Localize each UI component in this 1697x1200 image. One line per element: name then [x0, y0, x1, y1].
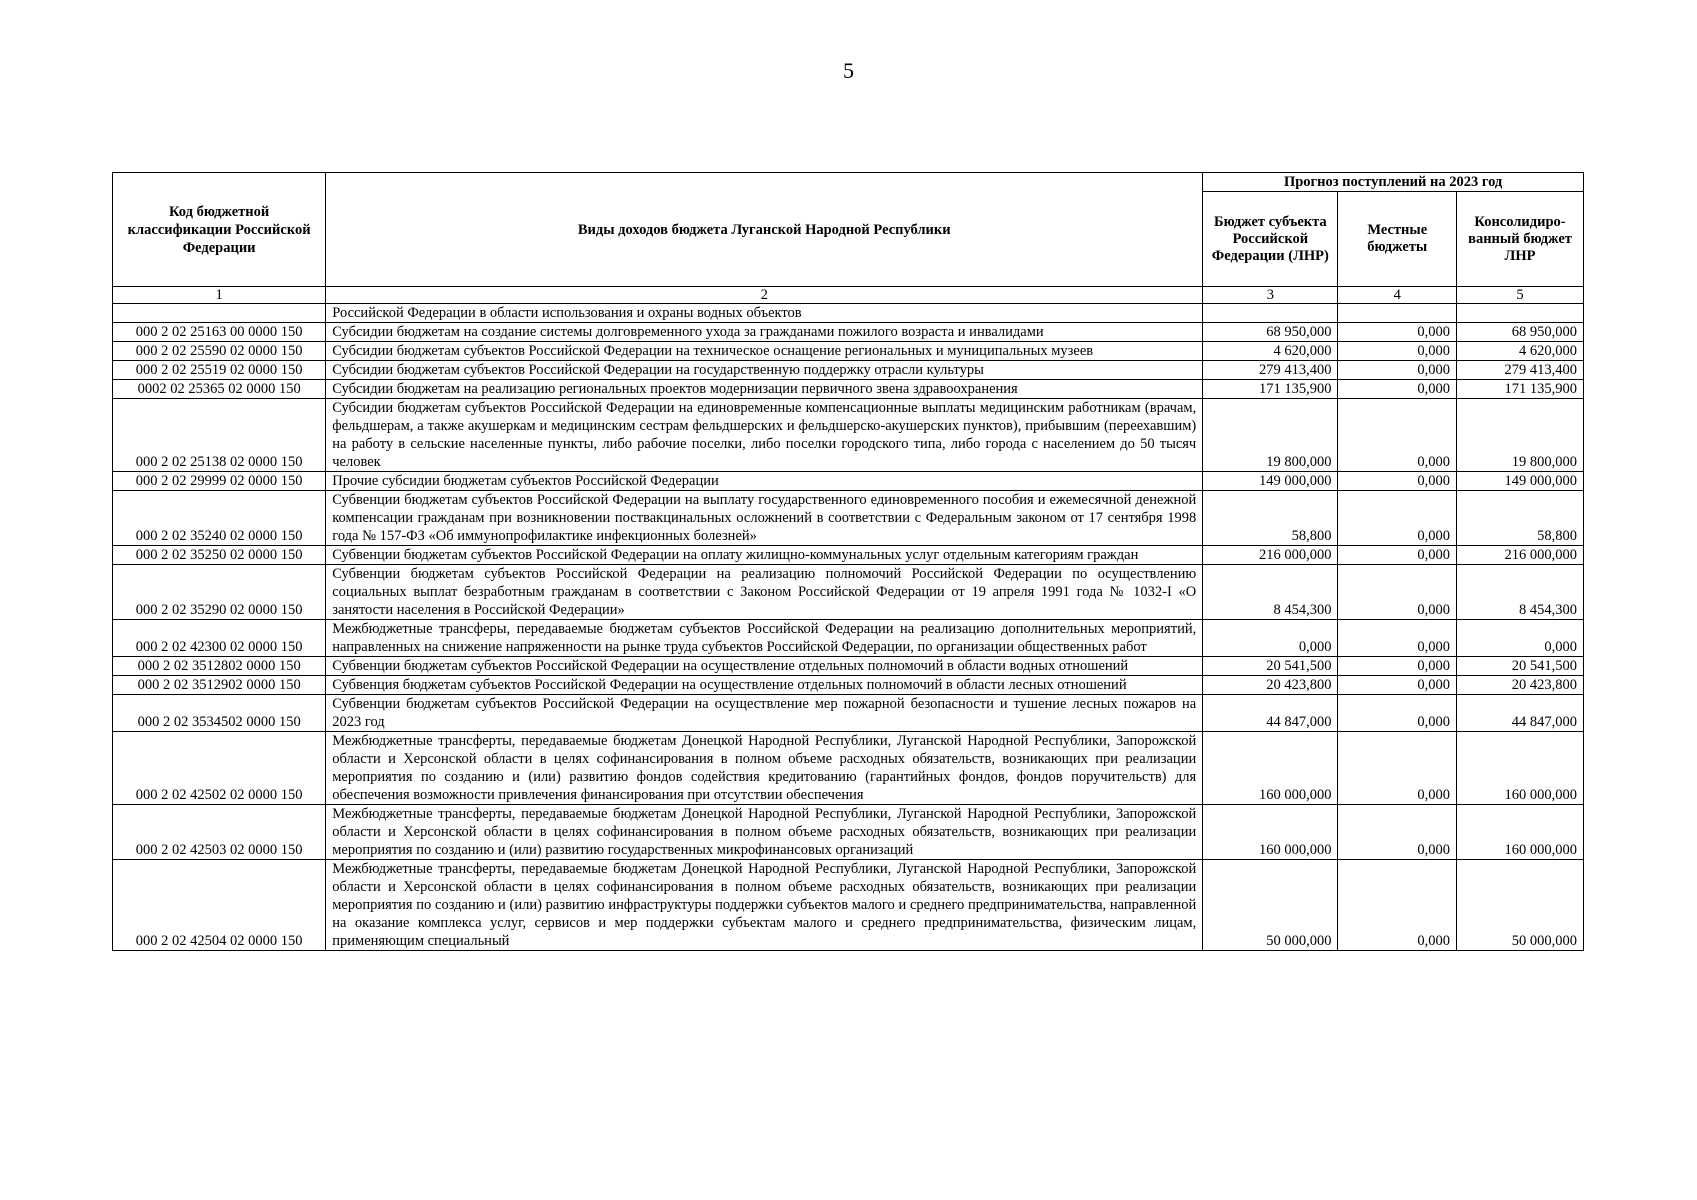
subject-budget-value: 160 000,000: [1203, 732, 1338, 805]
subject-budget-value: 160 000,000: [1203, 805, 1338, 860]
subject-budget-value: 20 541,500: [1203, 657, 1338, 676]
table-row: [113, 620, 1584, 657]
consolidated-budget-value: 68 950,000: [1457, 323, 1584, 342]
budget-code-cell: 000 2 02 3512902 0000 150: [113, 676, 326, 695]
subject-budget-value: 149 000,000: [1203, 472, 1338, 491]
budget-code-cell: 000 2 02 42300 02 0000 150: [113, 620, 326, 657]
local-budget-value: 0,000: [1338, 805, 1457, 860]
header-code: Код бюджетной классификации Российской Федерации: [113, 173, 326, 287]
local-budget-value: 0,000: [1338, 361, 1457, 380]
budget-code-cell: 0002 02 25365 02 0000 150: [113, 380, 326, 399]
budget-code-cell: 000 2 02 25163 00 0000 150: [113, 323, 326, 342]
table-row: [113, 695, 1584, 732]
table-row: [113, 732, 1584, 805]
revenue-description-cell: Субвенции бюджетам субъектов Российской Федерации на осуществление мер пожарной безопасности и тушение лесных пожаров на 2023 год: [326, 695, 1203, 732]
revenue-description-cell: Российской Федерации в области использования и охраны водных объектов: [326, 304, 1203, 323]
table-row: [113, 805, 1584, 860]
consolidated-budget-value: 44 847,000: [1457, 695, 1584, 732]
revenue-description-cell: Субвенция бюджетам субъектов Российской Федерации на осуществление отдельных полномочий в области лесных отношений: [326, 676, 1203, 695]
consolidated-budget-value: 149 000,000: [1457, 472, 1584, 491]
column-number: 2: [326, 287, 1203, 304]
table-row: [113, 304, 1584, 323]
consolidated-budget-value: 58,800: [1457, 491, 1584, 546]
local-budget-value: 0,000: [1338, 342, 1457, 361]
table-row: [113, 657, 1584, 676]
header-subject-budget: Бюджет субъекта Российской Федерации (ЛНР): [1203, 192, 1338, 287]
local-budget-value: 0,000: [1338, 491, 1457, 546]
local-budget-value: 0,000: [1338, 676, 1457, 695]
budget-code-cell: 000 2 02 42502 02 0000 150: [113, 732, 326, 805]
consolidated-budget-value: 50 000,000: [1457, 860, 1584, 951]
table-row: [113, 399, 1584, 472]
subject-budget-value: 4 620,000: [1203, 342, 1338, 361]
consolidated-budget-value: 160 000,000: [1457, 732, 1584, 805]
column-number: 3: [1203, 287, 1338, 304]
page-number: 5: [843, 58, 854, 83]
local-budget-value: 0,000: [1338, 546, 1457, 565]
budget-code-cell: 000 2 02 25138 02 0000 150: [113, 399, 326, 472]
budget-code-cell: 000 2 02 3512802 0000 150: [113, 657, 326, 676]
budget-code-cell: 000 2 02 42504 02 0000 150: [113, 860, 326, 951]
subject-budget-value: 279 413,400: [1203, 361, 1338, 380]
table-row: [113, 676, 1584, 695]
revenue-description-cell: Межбюджетные трансферты, передаваемые бюджетам Донецкой Народной Республики, Луганской Народной Республики, Запорожской области и Херсонской области в целях софинансирования в полном объеме расходных обязательств, возникающих при реализации мероприятия по созданию и (или) развитию государственных микрофинансовых организаций: [326, 805, 1203, 860]
consolidated-budget-value: 171 135,900: [1457, 380, 1584, 399]
subject-budget-value: 58,800: [1203, 491, 1338, 546]
local-budget-value: 0,000: [1338, 323, 1457, 342]
local-budget-value: 0,000: [1338, 399, 1457, 472]
budget-code-cell: 000 2 02 35250 02 0000 150: [113, 546, 326, 565]
header-local-budgets: Местные бюджеты: [1338, 192, 1457, 287]
revenue-description-cell: Субсидии бюджетам субъектов Российской Федерации на государственную поддержку отрасли культуры: [326, 361, 1203, 380]
subject-budget-value: 19 800,000: [1203, 399, 1338, 472]
table-row: [113, 342, 1584, 361]
consolidated-budget-value: 279 413,400: [1457, 361, 1584, 380]
column-number: 1: [113, 287, 326, 304]
consolidated-budget-value: 0,000: [1457, 620, 1584, 657]
consolidated-budget-value: [1457, 304, 1584, 323]
consolidated-budget-value: 216 000,000: [1457, 546, 1584, 565]
budget-code-cell: 000 2 02 25519 02 0000 150: [113, 361, 326, 380]
revenue-description-cell: Субвенции бюджетам субъектов Российской Федерации на осуществление отдельных полномочий в области водных отношений: [326, 657, 1203, 676]
header-description: Виды доходов бюджета Луганской Народной Республики: [326, 173, 1203, 287]
revenue-description-cell: Прочие субсидии бюджетам субъектов Российской Федерации: [326, 472, 1203, 491]
budget-code-cell: 000 2 02 29999 02 0000 150: [113, 472, 326, 491]
column-number: 5: [1457, 287, 1584, 304]
local-budget-value: 0,000: [1338, 732, 1457, 805]
revenue-description-cell: Субвенции бюджетам субъектов Российской Федерации на выплату государственного единовременного пособия и ежемесячной денежной компенсации гражданам при возникновении поствакцинальных осложнений в соответствии с Федеральным законом от 17 сентября 1998 года № 157-ФЗ «Об иммунопрофилактике инфекционных болезней»: [326, 491, 1203, 546]
local-budget-value: 0,000: [1338, 565, 1457, 620]
local-budget-value: 0,000: [1338, 860, 1457, 951]
subject-budget-value: [1203, 304, 1338, 323]
table-row: [113, 491, 1584, 546]
budget-code-cell: [113, 304, 326, 323]
subject-budget-value: 216 000,000: [1203, 546, 1338, 565]
local-budget-value: 0,000: [1338, 620, 1457, 657]
local-budget-value: 0,000: [1338, 695, 1457, 732]
revenue-description-cell: Межбюджетные трансферы, передаваемые бюджетам субъектов Российской Федерации на реализацию дополнительных мероприятий, направленных на снижение напряженности на рынке труда субъектов Российской Федерации, по организации общественных работ: [326, 620, 1203, 657]
budget-code-cell: 000 2 02 3534502 0000 150: [113, 695, 326, 732]
consolidated-budget-value: 160 000,000: [1457, 805, 1584, 860]
revenue-description-cell: Межбюджетные трансферты, передаваемые бюджетам Донецкой Народной Республики, Луганской Народной Республики, Запорожской области и Херсонской области в целях софинансирования в полном объеме расходных обязательств, возникающих при реализации мероприятия по созданию и (или) развитию инфраструктуры поддержки субъектов малого и среднего предпринимательства, направленной на оказание комплекса услуг, сервисов и мер поддержки субъектам малого и среднего предпринимательства, физическим лицам, применяющим специальный: [326, 860, 1203, 951]
revenue-description-cell: Субсидии бюджетам на реализацию региональных проектов модернизации первичного звена здравоохранения: [326, 380, 1203, 399]
revenue-description-cell: Субсидии бюджетам субъектов Российской Федерации на единовременные компенсационные выплаты медицинским работникам (врачам, фельдшерам, а также акушеркам и медицинским сестрам фельдшерских и фельдшерско-акушерских пунктов), прибывшим (переехавшим) на работу в сельские населенные пункты, либо рабочие поселки, либо поселки городского типа, либо города с населением до 50 тысяч человек: [326, 399, 1203, 472]
column-numbers-row: [113, 287, 1584, 304]
local-budget-value: 0,000: [1338, 380, 1457, 399]
table-body: [113, 304, 1584, 951]
table-row: [113, 361, 1584, 380]
budget-code-cell: 000 2 02 42503 02 0000 150: [113, 805, 326, 860]
subject-budget-value: 8 454,300: [1203, 565, 1338, 620]
subject-budget-value: 171 135,900: [1203, 380, 1338, 399]
header-consolidated-budget: Консолидиро-ванный бюджет ЛНР: [1457, 192, 1584, 287]
revenue-description-cell: Межбюджетные трансферты, передаваемые бюджетам Донецкой Народной Республики, Луганской Народной Республики, Запорожской области и Херсонской области в целях софинансирования в полном объеме расходных обязательств, возникающих при реализации мероприятия по созданию и (или) развитию фондов содействия кредитованию (гарантийных фондов, фондов поручительств) для обеспечения возможности привлечения финансирования при отсутствии обеспечения: [326, 732, 1203, 805]
table-row: [113, 565, 1584, 620]
budget-code-cell: 000 2 02 35290 02 0000 150: [113, 565, 326, 620]
revenue-description-cell: Субсидии бюджетам на создание системы долговременного ухода за гражданами пожилого возраста и инвалидами: [326, 323, 1203, 342]
consolidated-budget-value: 20 541,500: [1457, 657, 1584, 676]
subject-budget-value: 50 000,000: [1203, 860, 1338, 951]
consolidated-budget-value: 20 423,800: [1457, 676, 1584, 695]
table-row: [113, 323, 1584, 342]
header-forecast-group: Прогноз поступлений на 2023 год: [1203, 173, 1584, 192]
subject-budget-value: 44 847,000: [1203, 695, 1338, 732]
table-row: [113, 472, 1584, 491]
revenue-description-cell: Субвенции бюджетам субъектов Российской Федерации на оплату жилищно-коммунальных услуг отдельным категориям граждан: [326, 546, 1203, 565]
local-budget-value: 0,000: [1338, 657, 1457, 676]
consolidated-budget-value: 8 454,300: [1457, 565, 1584, 620]
column-number: 4: [1338, 287, 1457, 304]
local-budget-value: 0,000: [1338, 472, 1457, 491]
subject-budget-value: 20 423,800: [1203, 676, 1338, 695]
table-row: [113, 380, 1584, 399]
budget-code-cell: 000 2 02 35240 02 0000 150: [113, 491, 326, 546]
table-row: [113, 546, 1584, 565]
budget-revenue-table: [112, 172, 1584, 951]
consolidated-budget-value: 4 620,000: [1457, 342, 1584, 361]
table-row: [113, 860, 1584, 951]
subject-budget-value: 68 950,000: [1203, 323, 1338, 342]
revenue-description-cell: Субсидии бюджетам субъектов Российской Федерации на техническое оснащение региональных и муниципальных музеев: [326, 342, 1203, 361]
local-budget-value: [1338, 304, 1457, 323]
consolidated-budget-value: 19 800,000: [1457, 399, 1584, 472]
revenue-description-cell: Субвенции бюджетам субъектов Российской Федерации на реализацию полномочий Российской Федерации по осуществлению социальных выплат безработным гражданам в соответствии с Законом Российской Федерации от 19 апреля 1991 года № 1032-I «О занятости населения в Российской Федерации»: [326, 565, 1203, 620]
budget-code-cell: 000 2 02 25590 02 0000 150: [113, 342, 326, 361]
subject-budget-value: 0,000: [1203, 620, 1338, 657]
